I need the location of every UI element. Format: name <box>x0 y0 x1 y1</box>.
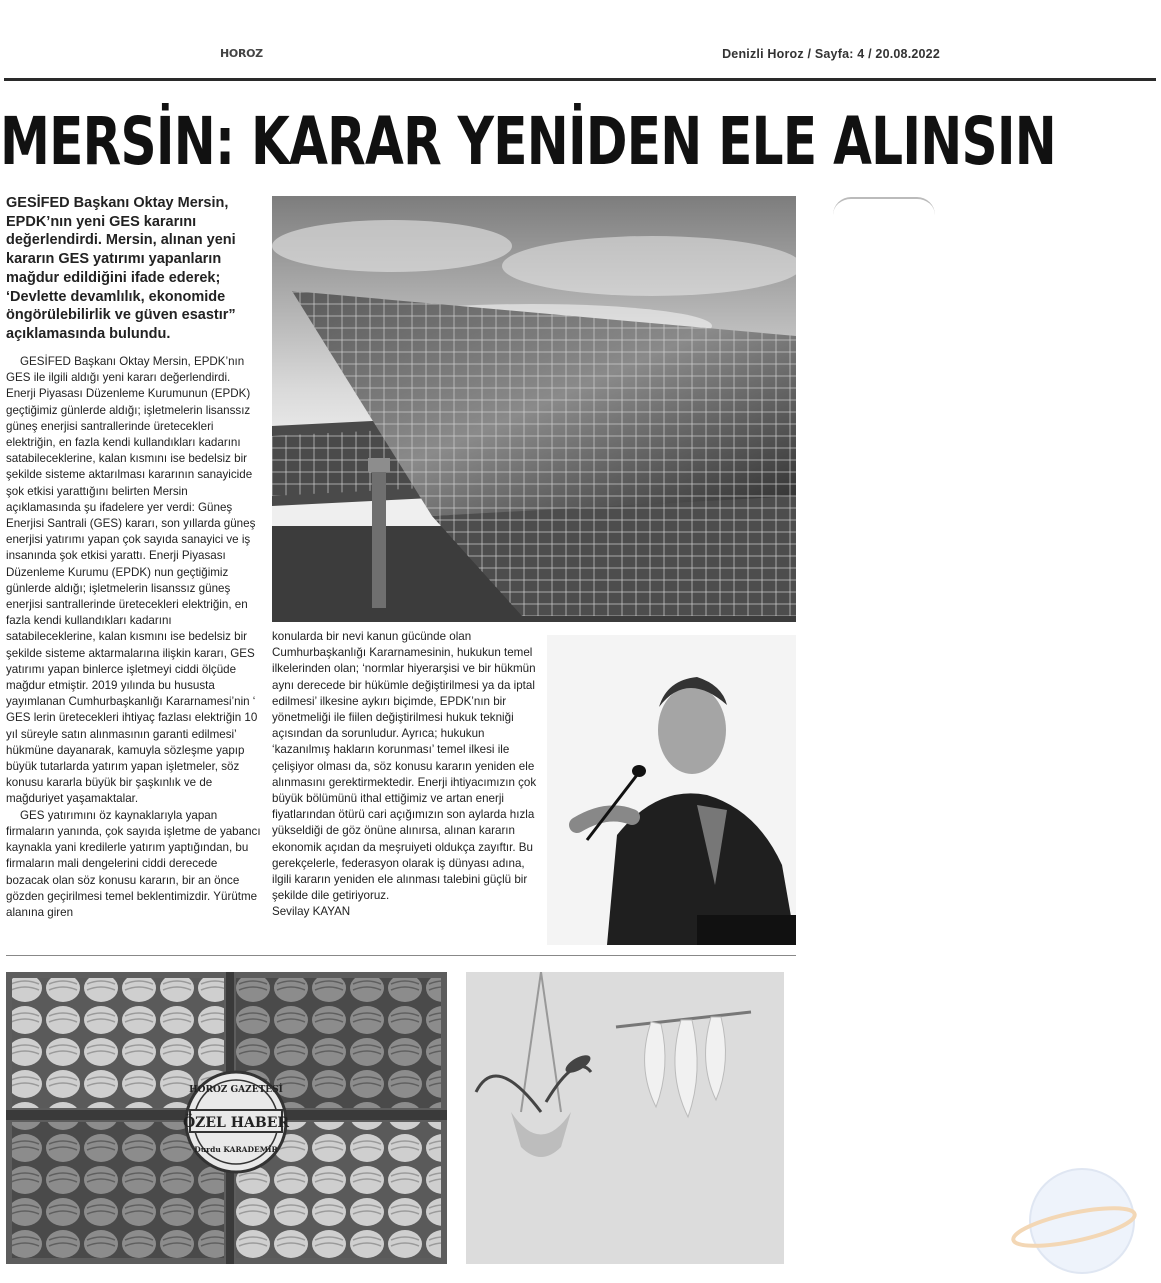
macrame-photo <box>466 972 784 1264</box>
newspaper-logo: HOROZ <box>220 47 263 60</box>
ad-frame-edge <box>833 197 935 215</box>
stamp-top-text: HOROZ GAZETESİ <box>189 1085 283 1095</box>
body-paragraph-3: konularda bir nevi kanun gücünde olan Cumhurbaşkanlığı Kararnamesinin, hukukun temel ilkelerinden olan; ‘normlar hiyerarşisi ve bir hükmün aynı derecede bir hükümle değiştirilmesi ya da iptal edilmesi’ ilkesine aykırı biçimde, EPDK’nın bir yönetmeliği ile fiilen değiştirilmesi hukuk tekniği açısından da sorunludur. Ayrıca; hukukun ‘kazanılmış hakların korunması’ temel ilkesi ile çelişiyor olması da, söz konusu kararın yeniden ele alınmasını gerektirmektedir. Enerji ihtiyacımızın çok büyük bölümünü ithal ettiğimiz ve artan enerji fiyatlarından ötürü cari açığımızın son aylarda hızla yükseldiği de göz önüne alınırsa, alınan kararın ekonomik açıdan da meşruiyeti oldukça zayıftır. Bu gerekçelerle, federasyon olarak iş dünyası adına, ilgili kararın yeniden ele alınması talebini güçlü bir şekilde dile getiriyoruz. <box>272 630 537 903</box>
article-body-column-2 <box>272 629 538 921</box>
speaker-photo <box>547 635 796 945</box>
article-lead <box>6 194 258 344</box>
section-divider <box>6 955 796 956</box>
planet-icon <box>1010 1165 1138 1275</box>
page-meta: Denizli Horoz / Sayfa: 4 / 20.08.2022 <box>722 47 940 61</box>
body-paragraph-1: GESİFED Başkanı Oktay Mersin, EPDK’nın GES ile ilgili aldığı yeni kararı değerlendirdi. Enerji Piyasası Düzenleme Kurumunun (EPDK) geçtiğimiz günlerde aldığı; işletmelerin lisanssız güneş enerjisi santrallerinde üretecekleri elektriğin, en fazla kendi kullandıkları kadarını satabileceklerine, kalan kısmını ise bedelsiz bir şekilde sisteme aktarılması kararının sanayicide şok etkisi yarattığını belirten Mersin açıklamasında şu ifadelere yer verdi: Güneş Enerjisi Santrali (GES) kararı, son yıllarda güneş enerjisi yatırımı yapan çok sayıda sanayici ve iş insanında şok etkisi yarattı. Enerji Piyasası Düzenleme Kurumu (EPDK) nun geçtiğimiz günlerde aldığı; işletmelerin lisanssız güneş enerjisi santrallerinde üretecekleri elektriğin, en fazla kendi kullandıkları kadarını satabileceklerine, kalan kısmını ise bedelsiz bir şekilde sisteme aktarmalarına ilişkin kararı, GES yatırımı yapan binlerce işletmeyi ciddi ölçüde mağdur etmiştir. 2019 yılında bu hususta yayımlanan Cumhurbaşkanlığı Kararnamesi’nin ‘ GES lerin üretecekleri ihtiyaç fazlası elektriğin 10 yıl süreyle satın alınmasının garanti edilmesi’ hükmüne dayanarak, kamuyla sözleşme yapıp büyük tutarlarda yatırım yapan işletmeler, söz konusu kararla büyük bir şaşkınlık ve de mağduriyet yaşamaktalar. <box>6 355 258 806</box>
solar-panel-photo <box>272 196 796 622</box>
solar-panel-illustration <box>272 196 796 622</box>
article-headline: MERSİN: KARAR YENİDEN ELE ALINSIN <box>0 103 1056 180</box>
speaker-illustration <box>547 635 796 945</box>
article-body-column-1 <box>6 354 261 921</box>
stamp-main-text: ÖZEL HABER <box>182 1115 290 1131</box>
body-paragraph-2: GES yatırımını öz kaynaklarıyla yapan firmaların yanında, çok sayıda işletme de yabancı kaynakla yani kredilerle yatırım yaptığından, bu firmaların mali dengelerini ciddi derecede bozacak olan söz konusu kararın, bir an önce gözden geçirilmesi temel beklentimizdir. Yürütme alanına giren <box>6 808 261 919</box>
yarn-shelf-illustration <box>6 972 447 1264</box>
yarn-shelf-photo <box>6 972 447 1264</box>
article-author: Sevilay KAYAN <box>272 905 351 919</box>
stamp-bottom-text: Durdu KARADEMİR <box>194 1145 278 1154</box>
macrame-illustration <box>466 972 784 1264</box>
header-rule <box>4 78 1156 81</box>
ozel-haber-stamp <box>183 1072 289 1172</box>
lead-paragraph: GESİFED Başkanı Oktay Mersin, EPDK’nın yeni GES kararını değerlendirdi. Mersin, alınan yeni kararın GES yatırımı yapanların mağdur edildiğini ifade ederek; ‘Devlette devamlılık, ekonomide öngörülebilirlik ve güven esastır” açıklamasında bulundu. <box>6 195 236 342</box>
planet-watermark <box>1010 1165 1138 1275</box>
